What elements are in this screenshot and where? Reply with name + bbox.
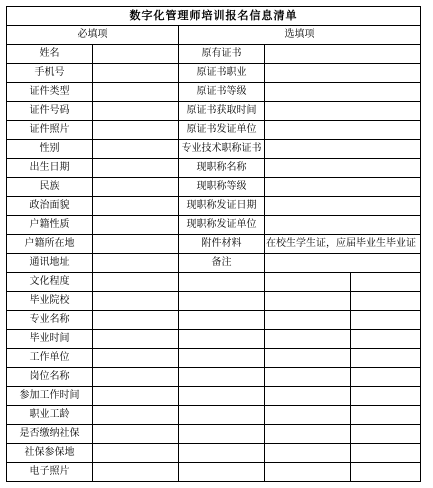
optional-field-value-cell[interactable] [265,121,421,140]
required-field-label: 户籍所在地 [7,235,93,254]
optional-field-label: 原证书发证单位 [179,121,265,140]
optional-field-value-cell[interactable] [265,178,421,197]
form-row [7,121,421,140]
required-field-label: 社保参保地 [7,444,93,463]
required-field-label: 专业名称 [7,311,93,330]
optional-field-value-cell[interactable] [265,254,421,273]
required-field-value-cell[interactable] [93,64,179,83]
required-field-value-cell[interactable] [93,406,179,425]
form-row [7,330,421,349]
empty-cell[interactable] [351,311,421,330]
required-field-label: 工作单位 [7,349,93,368]
required-field-value-cell[interactable] [93,235,179,254]
empty-cell[interactable] [265,292,351,311]
empty-cell[interactable] [265,273,351,292]
optional-field-label: 现职称等级 [179,178,265,197]
optional-field-value-cell[interactable] [265,45,421,64]
required-field-value-cell[interactable] [93,387,179,406]
form-row [7,387,421,406]
optional-field-value-cell[interactable] [265,140,421,159]
form-row [7,178,421,197]
attachment-note: 在校生学生证，应届毕业生毕业证 [265,235,421,254]
optional-field-value-cell[interactable] [265,83,421,102]
required-field-label: 政治面貌 [7,197,93,216]
form-row [7,216,421,235]
empty-cell[interactable] [179,311,265,330]
optional-field-label: 现职称发证日期 [179,197,265,216]
required-field-value-cell[interactable] [93,121,179,140]
empty-cell[interactable] [351,387,421,406]
form-row [7,292,421,311]
required-field-label: 证件类型 [7,83,93,102]
empty-cell[interactable] [179,273,265,292]
empty-cell[interactable] [179,387,265,406]
form-row [7,425,421,444]
required-field-label: 毕业时间 [7,330,93,349]
required-field-value-cell[interactable] [93,140,179,159]
required-field-value-cell[interactable] [93,197,179,216]
empty-cell[interactable] [179,406,265,425]
form-row [7,83,421,102]
form-row [7,197,421,216]
empty-cell[interactable] [179,463,265,482]
empty-cell[interactable] [351,292,421,311]
optional-field-label: 原证书获取时间 [179,102,265,121]
optional-field-value-cell[interactable] [265,197,421,216]
required-field-label: 户籍性质 [7,216,93,235]
optional-section-header: 选填项 [179,26,421,45]
required-field-label: 证件照片 [7,121,93,140]
optional-field-label: 专业技术职称证书 [179,140,265,159]
required-field-label: 证件号码 [7,102,93,121]
empty-cell[interactable] [265,444,351,463]
optional-field-value-cell[interactable] [265,159,421,178]
required-field-value-cell[interactable] [93,425,179,444]
required-field-value-cell[interactable] [93,254,179,273]
required-field-value-cell[interactable] [93,292,179,311]
form-row [7,349,421,368]
empty-cell[interactable] [179,368,265,387]
required-field-value-cell[interactable] [93,83,179,102]
optional-field-value-cell[interactable] [265,64,421,83]
required-field-label: 是否缴纳社保 [7,425,93,444]
optional-field-value-cell[interactable] [265,102,421,121]
required-field-label: 电子照片 [7,463,93,482]
empty-cell[interactable] [265,311,351,330]
required-field-label: 民族 [7,178,93,197]
required-field-label: 通讯地址 [7,254,93,273]
required-field-label: 出生日期 [7,159,93,178]
empty-cell[interactable] [351,273,421,292]
form-row [7,235,421,254]
required-field-value-cell[interactable] [93,45,179,64]
optional-field-label: 原证书职业 [179,64,265,83]
empty-cell[interactable] [351,425,421,444]
form-row [7,311,421,330]
required-field-value-cell[interactable] [93,444,179,463]
optional-field-value-cell[interactable] [265,216,421,235]
empty-cell[interactable] [265,387,351,406]
empty-cell[interactable] [179,425,265,444]
empty-cell[interactable] [265,463,351,482]
required-field-value-cell[interactable] [93,159,179,178]
optional-field-label: 备注 [179,254,265,273]
required-field-label: 职业工龄 [7,406,93,425]
form-row [7,444,421,463]
empty-cell[interactable] [179,444,265,463]
form-row [7,159,421,178]
empty-cell[interactable] [351,330,421,349]
required-field-value-cell[interactable] [93,216,179,235]
required-field-label: 性别 [7,140,93,159]
form-row [7,140,421,159]
form-row [7,463,421,482]
required-field-value-cell[interactable] [93,330,179,349]
required-field-value-cell[interactable] [93,311,179,330]
empty-cell[interactable] [179,349,265,368]
required-field-value-cell[interactable] [93,102,179,121]
empty-cell[interactable] [265,425,351,444]
required-field-value-cell[interactable] [93,178,179,197]
required-field-value-cell[interactable] [93,463,179,482]
required-field-label: 文化程度 [7,273,93,292]
optional-field-label: 现职称发证单位 [179,216,265,235]
optional-field-label: 现职称名称 [179,159,265,178]
empty-cell[interactable] [351,463,421,482]
required-field-label: 岗位名称 [7,368,93,387]
optional-field-label: 原证书等级 [179,83,265,102]
empty-cell[interactable] [265,406,351,425]
form-row [7,45,421,64]
empty-cell[interactable] [351,444,421,463]
optional-field-label: 附件材料 [179,235,265,254]
empty-cell[interactable] [179,330,265,349]
form-row [7,254,421,273]
form-row [7,368,421,387]
required-field-label: 毕业院校 [7,292,93,311]
required-field-value-cell[interactable] [93,368,179,387]
form-row [7,406,421,425]
form-row [7,102,421,121]
empty-cell[interactable] [265,349,351,368]
empty-cell[interactable] [351,406,421,425]
required-field-label: 参加工作时间 [7,387,93,406]
required-field-label: 手机号 [7,64,93,83]
empty-cell[interactable] [351,368,421,387]
empty-cell[interactable] [179,292,265,311]
required-field-label: 姓名 [7,45,93,64]
required-field-value-cell[interactable] [93,273,179,292]
registration-form-table [6,6,421,482]
required-field-value-cell[interactable] [93,349,179,368]
required-section-header: 必填项 [7,26,179,45]
optional-field-label: 原有证书 [179,45,265,64]
empty-cell[interactable] [265,368,351,387]
form-row [7,273,421,292]
empty-cell[interactable] [265,330,351,349]
empty-cell[interactable] [351,349,421,368]
form-row [7,64,421,83]
form-title: 数字化管理师培训报名信息清单 [7,7,421,26]
